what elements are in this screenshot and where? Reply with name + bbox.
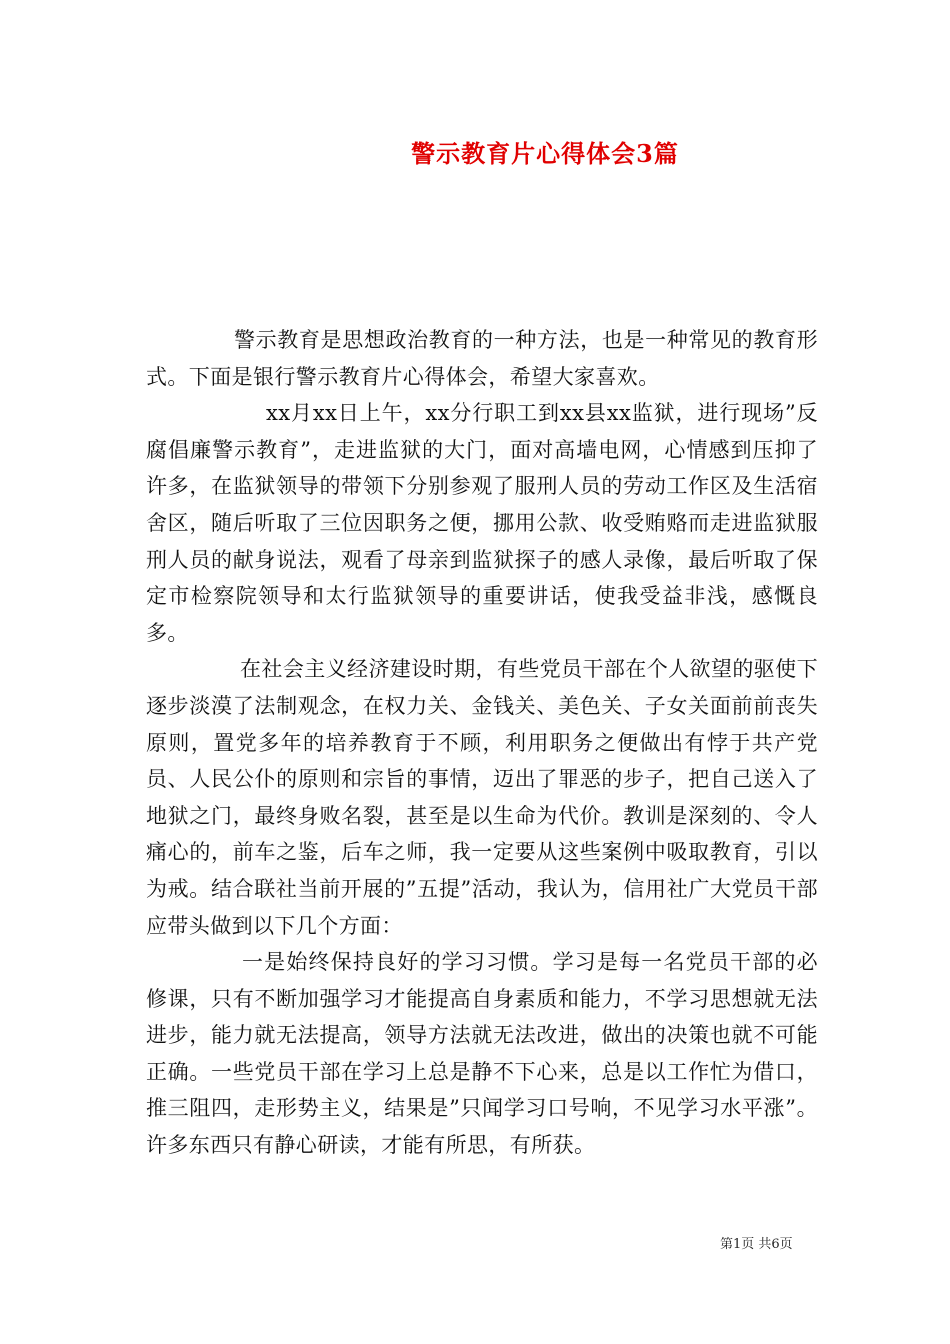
paragraph-visit: xx月xx日上午，xx分行职工到xx县xx监狱，进行现场”反腐倡廉警示教育”，走进监狱的大门，面对高墙电网，心情感到压抑了许多，在监狱领导的带领下分别参观了服刑人员的劳动工作区及生活宿舍区，随后听取了三位因职务之便，挪用公款、收受贿赂而走进监狱服刑人员的献身说法，观看了母亲到监狱探子的感人录像，最后听取了保定市检察院领导和太行监狱领导的重要讲话，使我受益非浅，感慨良多。 bbox=[146, 401, 818, 645]
paragraph-reflection: 在社会主义经济建设时期，有些党员干部在个人欲望的驱使下逐步淡漠了法制观念，在权力关、金钱关、美色关、子女关面前前丧失原则，置党多年的培养教育于不顾，利用职务之便做出有悖于共产党员、人民公仆的原则和宗旨的事情，迈出了罪恶的步子，把自己送入了地狱之门，最终身败名裂，甚至是以生命为代价。教训是深刻的、令人痛心的，前车之鉴，后车之师，我一定要从这些案例中吸取教育，引以为戒。结合联社当前开展的”五提”活动，我认为，信用社广大党员干部应带头做到以下几个方面： bbox=[146, 657, 818, 938]
page-number: 第1页 共6页 bbox=[720, 1237, 793, 1252]
document-body bbox=[146, 322, 818, 1164]
paragraph-study-habit: 一是始终保持良好的学习习惯。学习是每一名党员干部的必修课，只有不断加强学习才能提高自身素质和能力，不学习思想就无法进步，能力就无法提高，领导方法就无法改进，做出的决策也就不可能正确。一些党员干部在学习上总是静不下心来，总是以工作忙为借口，推三阻四，走形势主义，结果是”只闻学习口号响，不见学习水平涨”。许多东西只有静心研读，才能有所思，有所获。 bbox=[146, 950, 818, 1158]
paragraph-intro: 警示教育是思想政治教育的一种方法，也是一种常见的教育形式。下面是银行警示教育片心得体会，希望大家喜欢。 bbox=[146, 328, 818, 389]
document-title: 警示教育片心得体会3篇 bbox=[411, 139, 679, 168]
